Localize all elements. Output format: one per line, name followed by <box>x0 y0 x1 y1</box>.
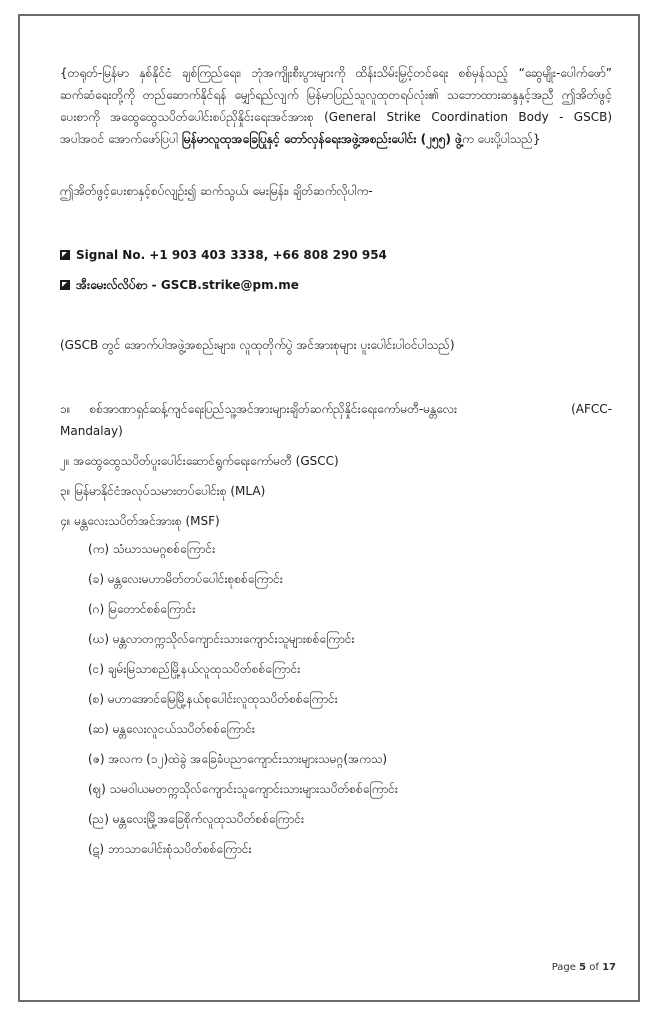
page-prefix: Page <box>551 962 580 973</box>
total-pages: 17 <box>602 962 616 973</box>
page-number <box>552 962 616 973</box>
sub-item: (ည) မန္တလေးမြို့အခြေစိုက်လူထုသပိတ်စစ်ကြောင်း <box>88 812 305 826</box>
member-item <box>60 398 612 420</box>
member-number: ၄။ <box>60 514 71 528</box>
email-text: အီးမေးလ်လိပ်စာ - GSCB.strike@pm.me <box>76 278 299 292</box>
sub-item: (ဇ) အလက (၁၂)ထဲခွဲ အခြေခံပညာကျောင်းသားများသမဂ္ဂ(အကသ) <box>88 752 388 766</box>
member-item <box>60 510 612 532</box>
page-of: of <box>586 962 603 973</box>
intro-text-end: က ပေးပို့ပါသည်} <box>462 132 541 146</box>
sub-item: (စ) မဟာအောင်မြေမြို့နယ်စုပေါင်းလူထုသပိတ်စစ်ကြောင်း <box>88 692 338 706</box>
member-text-cont: (AFCC- <box>571 402 612 416</box>
member-item <box>60 450 612 472</box>
document-body <box>60 62 612 860</box>
intro-bold-text: မြန်မာလူထုအခြေပြုနှင့် တော်လှန်ရေးအဖွဲ့အစည်းပေါင်း (၂၅၅) ဖွဲ့ <box>181 132 462 146</box>
sub-item: (ဈ) သမဝါယမတက္ကသိုလ်ကျောင်းသူကျောင်းသားများသပိတ်စစ်ကြောင်း <box>88 782 398 796</box>
current-page: 5 <box>579 962 587 973</box>
sub-item: (ခ) မန္တလေးမဟာမိတ်တပ်ပေါင်းစုစစ်ကြောင်း <box>88 572 283 586</box>
members-intro: (GSCB တွင် အောက်ပါအဖွဲ့အစည်းများ၊ လူထုတိုက်ပွဲ အင်အားစုများ ပူးပေါင်းပါဝင်ပါသည်) <box>60 338 455 352</box>
member-number: ၂။ <box>60 454 70 468</box>
contact-intro: ဤအိတ်ဖွင့်ပေးစာနှင့်စပ်လျဥ်း၍ ဆက်သွယ်၊ မေးမြန်း၊ ချိတ်ဆက်လိုပါက- <box>60 184 373 198</box>
bullet-square-icon <box>60 280 70 290</box>
sub-item: (က) သံဃာသမဂ္ဂစစ်ကြောင်း <box>88 542 216 556</box>
intro-text: {တရုတ်-မြန်မာ နှစ်နိုင်ငံ ချစ်ကြည်ရေး၊ ဘုံအကျိုးစီးပွားများကို ထိန်းသိမ်းမြှင့်တင်ရေး စစ်မှန်သည့် “ဆွေမျိုး-ပေါက်ဖော်” ဆက်ဆံရေးတို့ကို တည်ဆောက်နိုင်ရန် မျှော်ရည်လျက် မြန်မာပြည်သူလူထုတရပ်လုံး၏ သဘောထားဆန္ဒနှင့်အညီ ဤအိတ်ဖွင့်ပေးစာကို အထွေထွေသပိတ်ပေါင်းစပ်ညှိနှိုင်းရေးအင်အားစု (General Strike Coordination Body - GSCB) အပါအဝင် အောက်ဖော်ပြပါ <box>60 66 612 146</box>
intro-paragraph <box>60 62 612 150</box>
sub-item: (ဂ) မြတောင်စစ်ကြောင်း <box>88 602 196 616</box>
member-text: မန္တလေးသပိတ်အင်အားစု (MSF) <box>74 514 220 528</box>
sub-item: (င) ချမ်းမြသာစည်မြို့နယ်လူထုသပိတ်စစ်ကြောင်း <box>88 662 301 676</box>
member-number: ၃။ <box>60 484 71 498</box>
member-item <box>60 480 612 502</box>
sub-item: (ဆ) မန္တလေးလူငယ်သပိတ်စစ်ကြောင်း <box>88 722 255 736</box>
signal-contact <box>60 244 612 266</box>
member-text-wrap: Mandalay) <box>60 424 123 438</box>
email-contact <box>60 274 612 296</box>
member-text: မြန်မာနိုင်ငံအလုပ်သမားတပ်ပေါင်းစု (MLA) <box>74 484 266 498</box>
bullet-square-icon <box>60 250 70 260</box>
member-text: စစ်အာဏာရှင်ဆန့်ကျင်ရေးပြည်သူ့အင်အားများချိတ်ဆက်ညှိနှိုင်းရေးကော်မတီ-မန္တလေး <box>89 402 458 416</box>
sub-item: (ဋ) ဘာသာပေါင်းစုံသပိတ်စစ်ကြောင်း <box>88 842 252 856</box>
sub-item: (ဃ) မန္တလာတက္ကသိုလ်ကျောင်းသားကျောင်းသူများစစ်ကြောင်း <box>88 632 355 646</box>
member-number: ၁။ <box>60 402 71 416</box>
member-text: အထွေထွေသပိတ်ပူးပေါင်းဆောင်ရွက်ရေးကော်မတီ (GSCC) <box>73 454 339 468</box>
signal-text: Signal No. +1 903 403 3338, +66 808 290 954 <box>76 248 387 262</box>
